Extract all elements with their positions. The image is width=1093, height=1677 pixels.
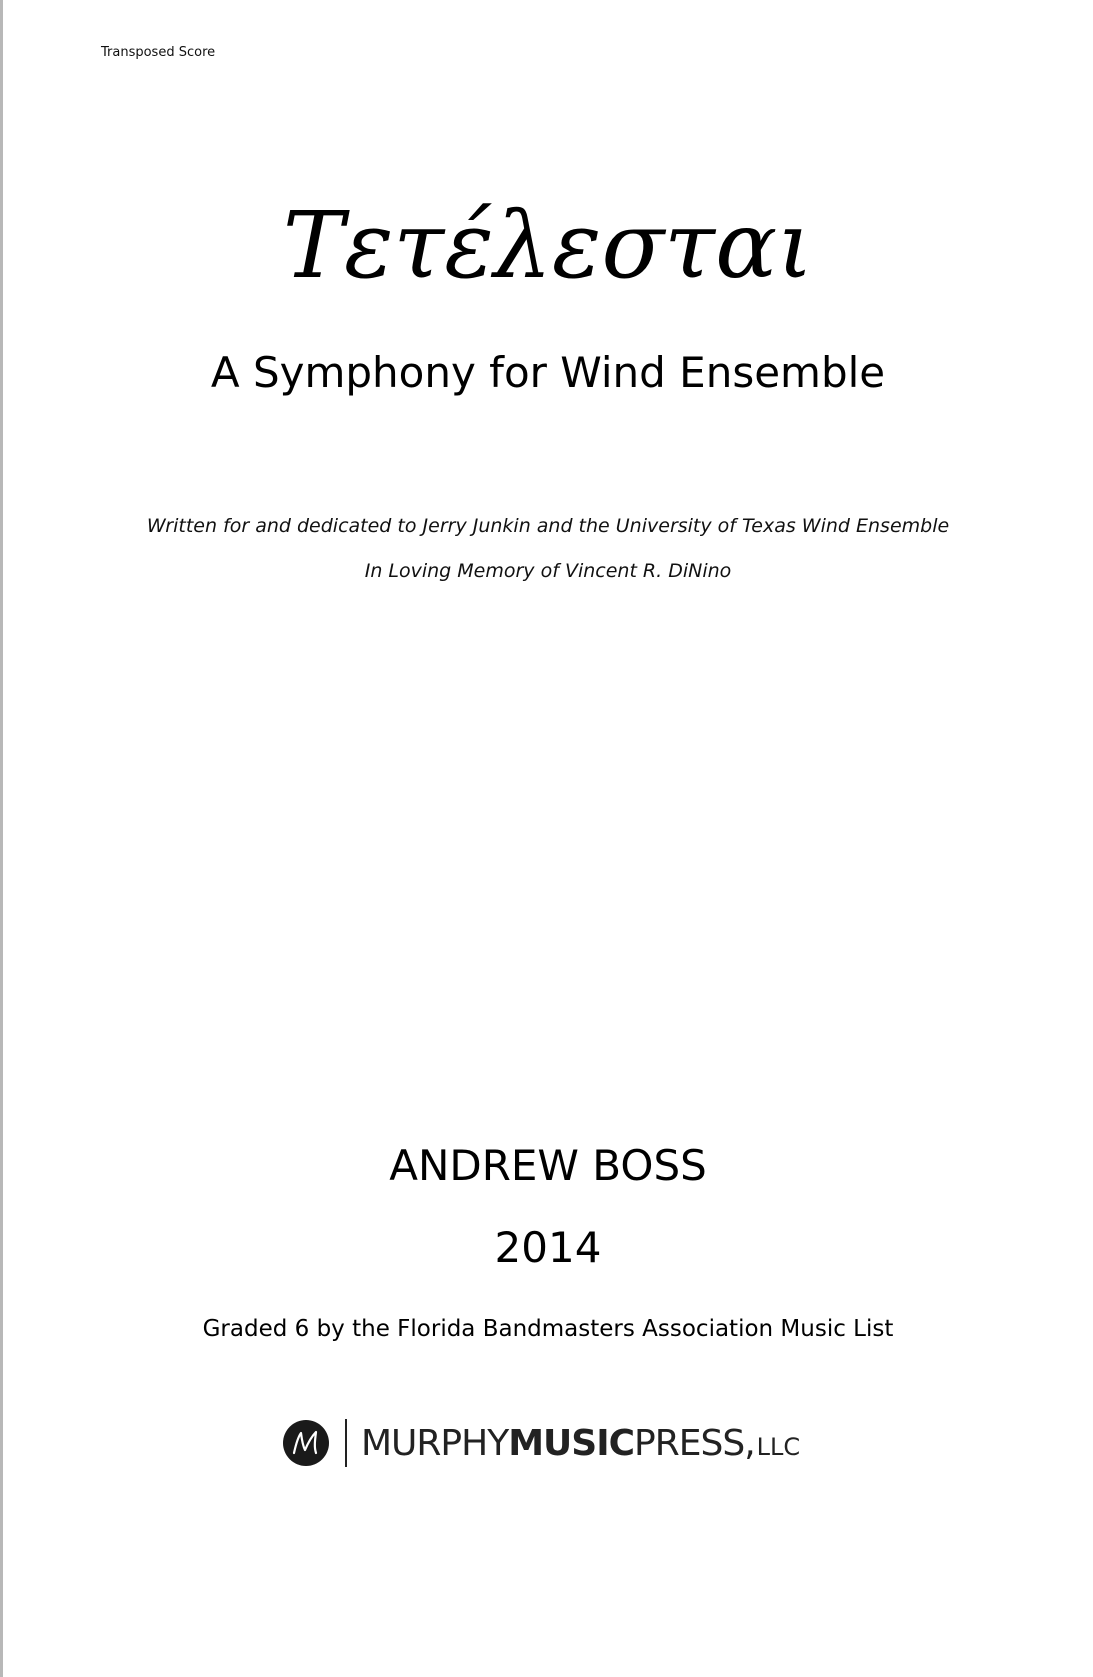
publisher-name-murphy: MURPHY (361, 1422, 509, 1464)
murphy-m-monogram-icon (283, 1420, 329, 1466)
work-subtitle: A Symphony for Wind Ensemble (210, 348, 886, 397)
composition-year: 2014 (494, 1223, 602, 1272)
publisher-name-music: MUSIC (508, 1422, 635, 1464)
publisher-name-press: PRESS, (634, 1422, 755, 1464)
score-cover-page (3, 0, 1093, 1677)
publisher-divider (345, 1419, 347, 1467)
dedication-line: Written for and dedicated to Jerry Junkin and the University of Texas Wind Ensemble (146, 515, 950, 537)
score-type-label: Transposed Score (101, 45, 216, 60)
memorial-line: In Loving Memory of Vincent R. DiNino (364, 560, 732, 582)
work-title: Τετέλεσται (282, 192, 814, 299)
composer-name: ANDREW BOSS (389, 1141, 707, 1190)
grading-note: Graded 6 by the Florida Bandmasters Association Music List (202, 1316, 894, 1342)
publisher-name-suffix: LLC (756, 1432, 801, 1461)
publisher-logo-block (283, 1415, 800, 1471)
publisher-name (361, 1423, 800, 1464)
